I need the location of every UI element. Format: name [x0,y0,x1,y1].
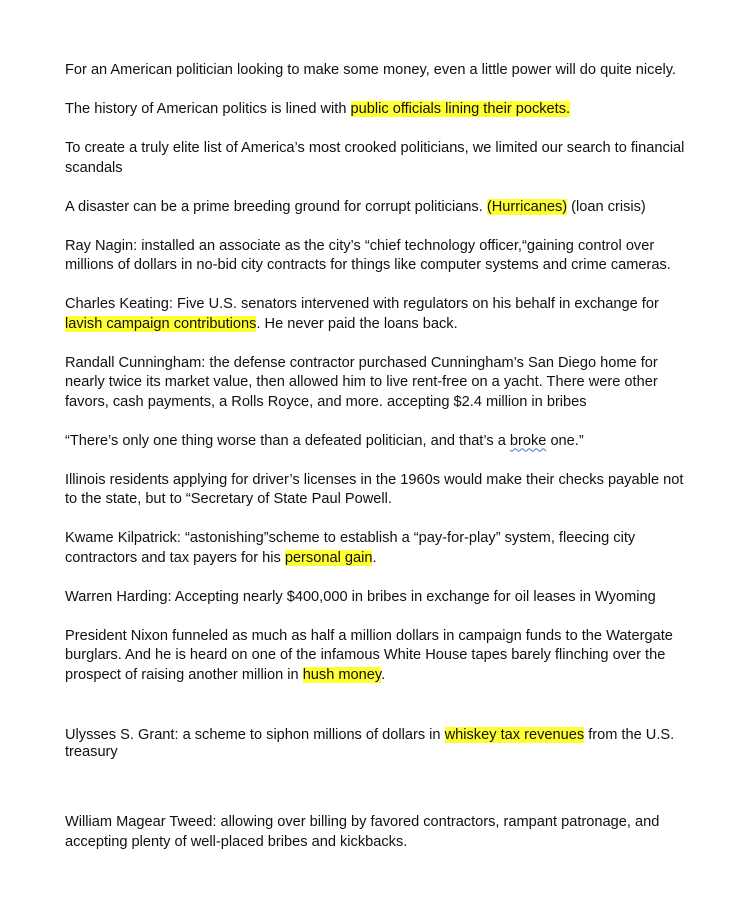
document-body [65,61,695,872]
paragraph-disaster [65,198,695,218]
highlighted-text: public officials lining their pockets. [350,101,571,117]
paragraph-text: (loan crisis) [567,198,646,215]
highlighted-text: personal gain [284,549,373,566]
paragraph-text: Ulysses S. Grant: a scheme to siphon millions of dollars in [65,727,445,743]
highlighted-text: (Hurricanes) [486,198,568,215]
paragraph-ray-nagin [65,237,695,276]
paragraph-warren-harding [65,588,695,608]
paragraph-text: President Nixon funneled as much as half a million dollars in campaign funds to the Watergate burglars. And he is heard on one of the infamous White House tapes barely flinching over the prospect of raising another million in [65,627,673,683]
paragraph-text: from the U.S. treasury [65,727,675,760]
paragraph-william-tweed [65,813,695,852]
paragraph-charles-keating [65,295,695,334]
paragraph-ulysses-grant [65,727,695,761]
spellcheck-word[interactable]: broke [509,432,547,449]
paragraph-kwame-kilpatrick [65,529,695,568]
paragraph-text: Charles Keating: Five U.S. senators intervened with regulators on his behalf in exchange for [65,296,659,312]
highlighted-text: whiskey tax revenues [444,727,585,743]
paragraph-text: To create a truly elite list of America’s most crooked politicians, we limited our search to financial scandals [65,140,685,176]
paragraph-text: Ray Nagin: installed an associate as the city’s “chief technology officer,“gaining control over millions of dollars in no-bid city contracts for things like computer systems and crime cameras. [65,237,671,273]
paragraph-text: Randall Cunningham: the defense contractor purchased Cunningham’s San Diego home for nearly twice its market value, then allowed him to live rent-free on a yacht. There were other favors, cash payments, a Rolls Royce, and more. accepting $2.4 million in bribes [65,354,658,410]
paragraph-nixon [65,627,695,686]
highlighted-text: hush money [302,666,382,683]
paragraph-text: Kwame Kilpatrick: “astonishing”scheme to establish a “pay-for-play” system, fleecing city contractors and tax payers for his [65,530,636,566]
paragraph-text: . [381,666,386,683]
paragraph-history [65,100,695,120]
highlighted-text: lavish campaign contributions [65,315,257,332]
paragraph-text: . He never paid the loans back. [256,315,458,332]
paragraph-text: For an American politician looking to make some money, even a little power will do quite nicely. [65,62,677,78]
paragraph-text: William Magear Tweed: allowing over billing by favored contractors, rampant patronage, and accepting plenty of well-placed bribes and kickbacks. [65,814,660,850]
paragraph-text: A disaster can be a prime breeding ground for corrupt politicians. [65,198,487,215]
paragraph-quote [65,432,695,452]
paragraph-intro [65,61,695,81]
paragraph-illinois [65,471,695,510]
paragraph-elite-list [65,139,695,178]
paragraph-text: Illinois residents applying for driver’s licenses in the 1960s would make their checks payable not to the state, but to “Secretary of State Paul Powell. [65,471,684,507]
paragraph-text: . [372,549,377,566]
paragraph-text: one.” [546,432,584,449]
paragraph-randall-cunningham [65,354,695,413]
paragraph-text: The history of American politics is lined with [65,101,351,117]
paragraph-text: Warren Harding: Accepting nearly $400,000 in bribes in exchange for oil leases in Wyoming [65,588,656,605]
paragraph-text: “There’s only one thing worse than a defeated politician, and that’s a [65,432,510,449]
